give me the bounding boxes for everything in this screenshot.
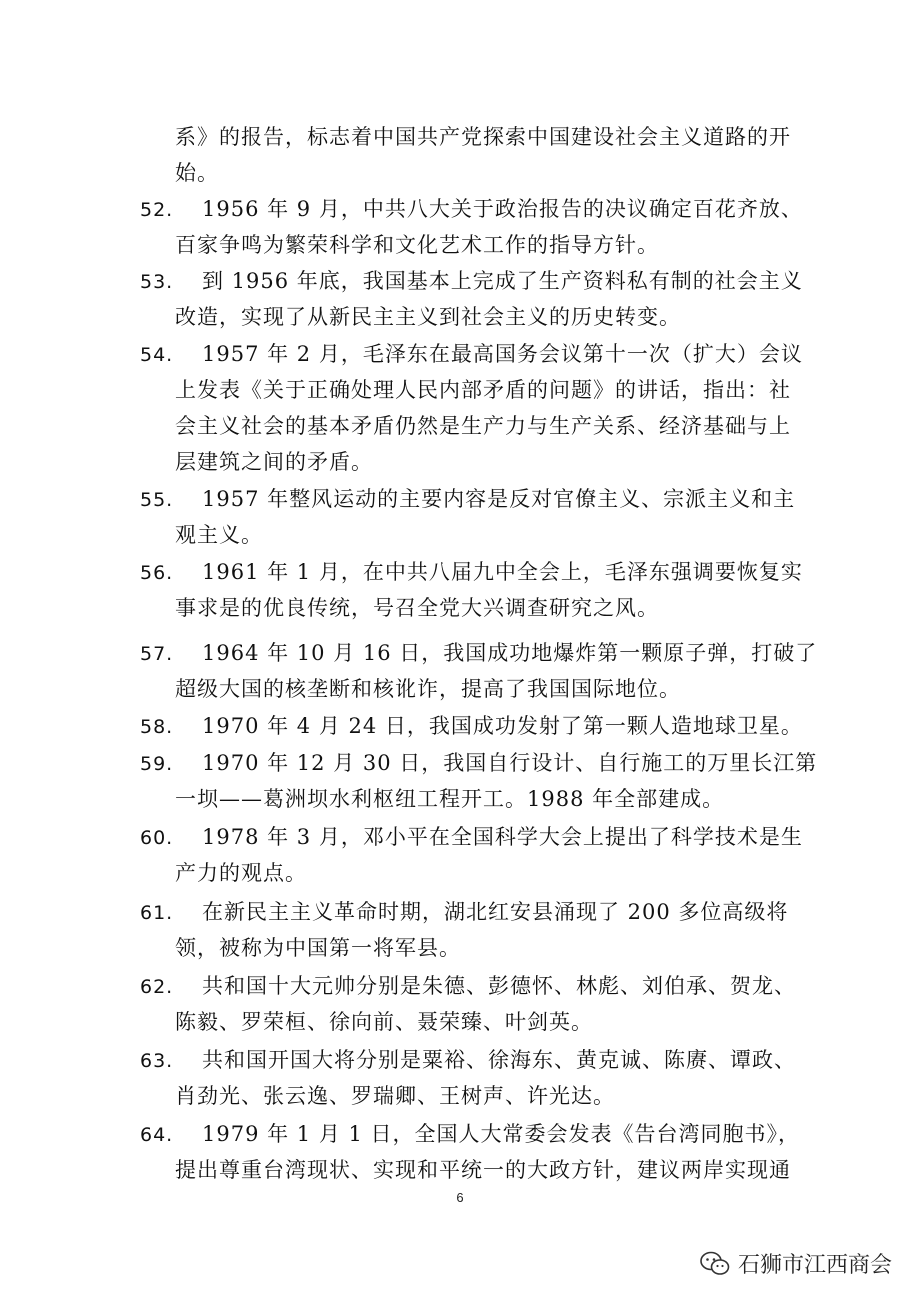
- item-text: 1956 年 9 月，中共八大关于政治报告的决议确定百花齐放、: [202, 197, 803, 221]
- list-item-53: [140, 266, 803, 297]
- item-text: 1961 年 1 月，在中共八届九中全会上，毛泽东强调要恢复实: [202, 560, 803, 584]
- text-line: 提出尊重台湾现状、实现和平统一的大政方针，建议两岸实现通: [175, 1158, 791, 1182]
- item-number: 52.: [140, 199, 174, 221]
- list-item-57: [140, 638, 817, 669]
- list-item-54: [140, 339, 803, 370]
- text-line: 观主义。: [175, 523, 263, 547]
- item-number: 53.: [140, 271, 174, 293]
- text-line: 事求是的优良传统，号召全党大兴调查研究之风。: [175, 596, 659, 620]
- list-item-60: [140, 822, 803, 853]
- item-number: 61.: [140, 902, 174, 924]
- item-text: 1964 年 10 月 16 日，我国成功地爆炸第一颗原子弹，打破了: [202, 641, 818, 665]
- text-line: 肖劲光、张云逸、罗瑞卿、王树声、许光达。: [175, 1084, 615, 1108]
- item-number: 60.: [140, 827, 174, 849]
- item-text: 1957 年 2 月，毛泽东在最高国务会议第十一次（扩大）会议: [202, 342, 803, 366]
- text-line: 会主义社会的基本矛盾仍然是生产力与生产关系、经济基础与上: [175, 414, 791, 438]
- item-text: 1970 年 12 月 30 日，我国自行设计、自行施工的万里长江第: [202, 751, 818, 775]
- item-text: 1957 年整风运动的主要内容是反对官僚主义、宗派主义和主: [202, 487, 796, 511]
- item-number: 62.: [140, 976, 174, 998]
- text-line: 层建筑之间的矛盾。: [175, 450, 373, 474]
- item-text: 1970 年 4 月 24 日，我国成功发射了第一颗人造地球卫星。: [202, 714, 803, 738]
- watermark-text: 石狮市江西商会: [737, 1253, 892, 1278]
- item-text: 在新民主主义革命时期，湖北红安县涌现了 200 多位高级将: [202, 900, 789, 924]
- item-number: 54.: [140, 344, 174, 366]
- text-line: 改造，实现了从新民主主义到社会主义的历史转变。: [175, 305, 681, 329]
- text-line: 一坝——葛洲坝水利枢纽工程开工。1988 年全部建成。: [175, 787, 725, 811]
- text-line: 超级大国的核垄断和核讹诈，提高了我国国际地位。: [175, 677, 681, 701]
- item-text: 1979 年 1 月 1 日，全国人大常委会发表《告台湾同胞书》，: [202, 1122, 801, 1146]
- list-item-56: [140, 557, 803, 588]
- list-item-55: [140, 484, 795, 515]
- text-line: 陈毅、罗荣桓、徐向前、聂荣臻、叶剑英。: [175, 1010, 593, 1034]
- item-number: 56.: [140, 562, 174, 584]
- item-number: 58.: [140, 716, 174, 738]
- text-line: 产力的观点。: [175, 861, 307, 885]
- item-number: 55.: [140, 489, 174, 511]
- item-text: 1978 年 3 月，邓小平在全国科学大会上提出了科学技术是生: [202, 825, 803, 849]
- item-text: 共和国开国大将分别是粟裕、徐海东、黄克诚、陈赓、谭政、: [202, 1048, 796, 1072]
- text-line: 始。: [175, 161, 219, 185]
- item-number: 64.: [140, 1124, 174, 1146]
- text-line: 百家争鸣为繁荣科学和文化艺术工作的指导方针。: [175, 233, 659, 257]
- item-number: 63.: [140, 1050, 174, 1072]
- list-item-58: [140, 711, 803, 742]
- text-line: 系》的报告，标志着中国共产党探索中国建设社会主义道路的开: [175, 125, 791, 149]
- watermark: [700, 1248, 892, 1279]
- list-item-63: [140, 1045, 796, 1076]
- list-item-64: [140, 1119, 800, 1150]
- list-item-62: [140, 971, 796, 1002]
- item-number: 59.: [140, 753, 174, 775]
- page-number: 6: [456, 1190, 464, 1205]
- text-line: 领，被称为中国第一将军县。: [175, 936, 461, 960]
- text-line: 上发表《关于正确处理人民内部矛盾的问题》的讲话，指出：社: [175, 378, 791, 402]
- list-item-61: [140, 897, 788, 928]
- item-text: 到 1956 年底，我国基本上完成了生产资料私有制的社会主义: [202, 269, 803, 293]
- item-text: 共和国十大元帅分别是朱德、彭德怀、林彪、刘伯承、贺龙、: [202, 974, 796, 998]
- list-item-52: [140, 194, 803, 225]
- list-item-59: [140, 748, 817, 779]
- wechat-icon: [700, 1251, 730, 1277]
- item-number: 57.: [140, 643, 174, 665]
